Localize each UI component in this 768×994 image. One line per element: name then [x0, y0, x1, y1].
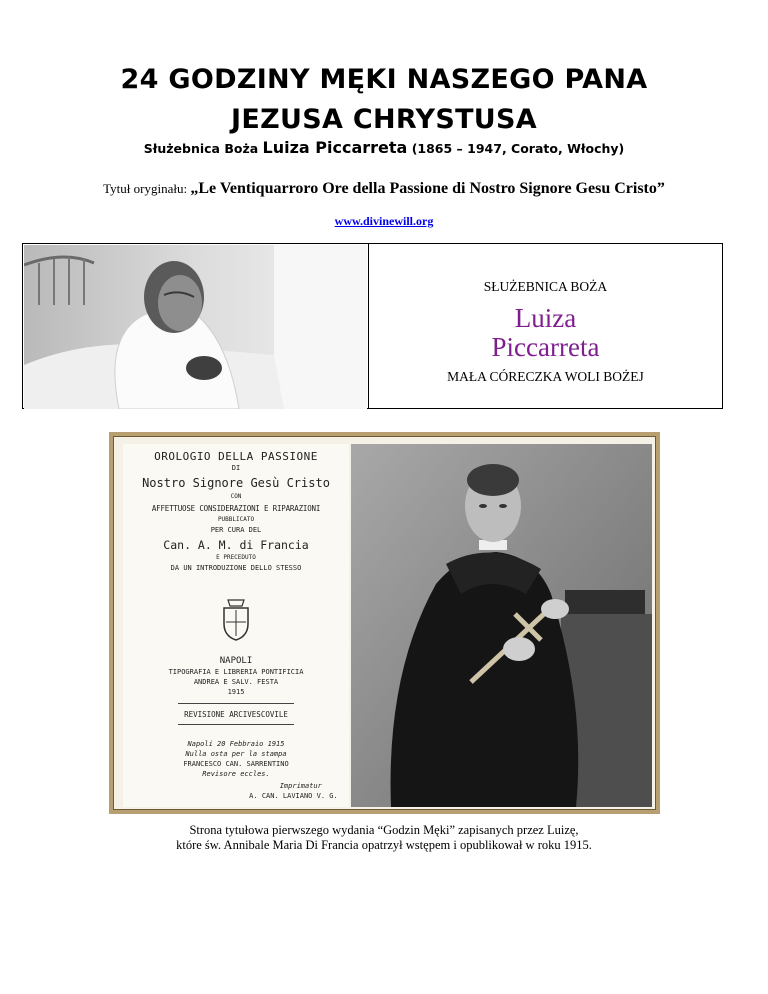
tp-line-11: NAPOLI: [219, 656, 253, 666]
priest-portrait-photo: [351, 444, 652, 807]
tp-line-3: Nostro Signore Gesù Cristo: [142, 476, 330, 490]
tp-line-18: FRANCESCO CAN. SARRENTINO: [183, 760, 289, 768]
caption-line-2: które św. Annibale Maria Di Francia opatrzył wstępem i opublikował w roku 1915.: [176, 838, 592, 852]
tp-line-4: CON: [230, 493, 242, 500]
tp-line-9: E PRECEDUTO: [216, 554, 256, 561]
figure-caption: [0, 823, 768, 853]
author-name: Luiza Piccarreta: [262, 138, 408, 157]
tp-line-20: Imprimatur: [279, 782, 322, 790]
tp-line-13: ANDREA E SALV. FESTA: [193, 678, 279, 686]
tp-line-10: DA UN INTRODUZIONE DELLO STESSO: [170, 564, 302, 572]
luiza-name-line-2: Piccarreta: [491, 332, 600, 362]
tp-line-8: Can. A. M. di Francia: [163, 538, 309, 552]
title-line-1: 24 GODZINY MĘKI NASZEGO PANA: [120, 64, 648, 95]
coat-of-arms-icon: [216, 596, 256, 642]
original-title-value: „Le Ventiquarroro Ore della Passione di Nostro Signore Gesu Cristo”: [190, 180, 665, 197]
tp-line-17: Nulla osta per la stampa: [185, 750, 287, 758]
title-page-rule: [178, 724, 294, 725]
tp-line-1: OROLOGIO DELLA PASSIONE: [154, 450, 318, 463]
info-box: [22, 243, 723, 409]
info-box-text: [369, 244, 722, 408]
servant-label: SŁUŻEBNICA BOŻA: [483, 279, 608, 294]
little-daughter-label: MAŁA CÓRECZKA WOLI BOŻEJ: [447, 369, 644, 384]
caption-line-1: Strona tytułowa pierwszego wydania “Godzin Męki” zapisanych przez Luizę,: [189, 823, 579, 837]
tp-line-6: PUBBLICATO: [217, 516, 255, 523]
tp-line-5: AFFETTUOSE CONSIDERAZIONI E RIPARAZIONI: [151, 504, 321, 513]
website-link[interactable]: www.divinewill.org: [334, 214, 434, 228]
luiza-name: [369, 304, 722, 362]
book-figure: [109, 432, 660, 814]
tp-line-21: A. CAN. LAVIANO V. G.: [249, 792, 338, 800]
tp-line-12: TIPOGRAFIA E LIBRERIA PONTIFICIA: [168, 668, 304, 676]
tp-line-2: DI: [231, 464, 241, 472]
original-title: [0, 180, 768, 198]
author-line: [0, 138, 768, 157]
luiza-portrait-photo: [24, 245, 367, 409]
document-title: [0, 60, 768, 140]
title-page-rule: [178, 703, 294, 704]
tp-line-7: PER CURA DEL: [210, 526, 262, 534]
luiza-name-line-1: Luiza: [514, 303, 577, 333]
author-details: (1865 – 1947, Corato, Włochy): [411, 141, 625, 156]
title-line-2: JEZUSA CHRYSTUSA: [231, 104, 537, 135]
author-prefix: Służebnica Boża: [143, 141, 259, 156]
tp-line-16: Napoli 20 Febbraio 1915: [187, 740, 285, 748]
tp-line-14: 1915: [227, 688, 245, 696]
tp-line-15: REVISIONE ARCIVESCOVILE: [184, 710, 288, 719]
original-title-label: Tytuł oryginału:: [103, 181, 188, 196]
tp-line-19: Revisore eccles.: [202, 770, 270, 778]
book-title-page: [123, 444, 349, 807]
